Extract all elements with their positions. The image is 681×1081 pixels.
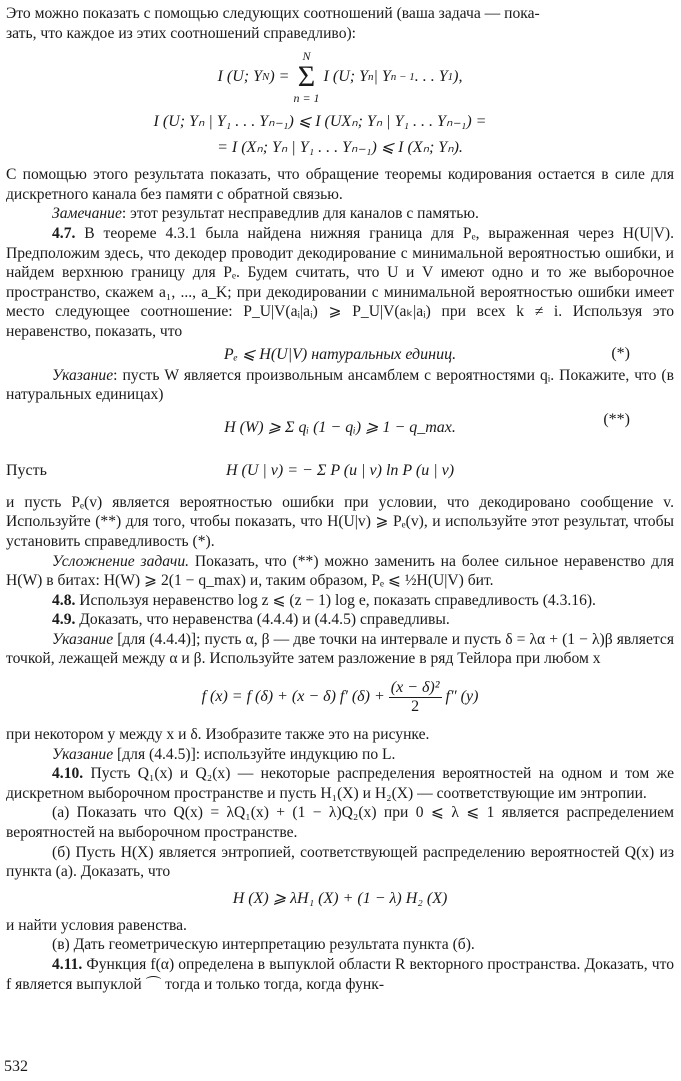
eq5-number: (**) [603,410,630,428]
problem-4-11-text: Функция f(α) определена в выпуклой области R векторного пространства. Доказать, что f является выпуклой ⌒ тогда и только тогда, когда функ- [6,956,674,993]
eq1-sum-top: N [302,49,311,64]
problem-4-10-number: 4.10. [52,765,84,783]
eq1-rhs4: ), [453,68,463,86]
problem-4-7-text: В теореме 4.3.1 была найдена нижняя граница для Pₑ, выраженная через H(U|V). Предположим здесь, что декодер проводит декодирование с минимальной вероятностью ошибки, и найдем верхнюю границу для Pₑ. Будем считать, что U и V имеют одно и то же выборочное пространство, скажем a₁, ..., a_K; при декодировании с минимальной вероятностью ошибки имеет место следующее соотношение: P_U|V(aᵢ|aᵢ) ⩾ P_U|V(aₖ|aᵢ) при всех k ≠ i. Используя это неравенство, показать, что [6,224,674,340]
hint-taylor-label: Указание [52,630,114,648]
equation-2: I (U; Yₙ | Y₁ . . . Yₙ₋₁) ⩽ I (UXₙ; Yₙ | Y₁ . . . Yₙ₋₁) = [153,113,487,131]
eq4-text: Pₑ ⩽ H(U|V) натуральных единиц. [223,345,457,363]
eq1-lhs: I (U; Y [217,68,262,86]
problem-4-10-a: (а) Показать что Q(x) = λQ₁(x) + (1 − λ)Q₂(x) при 0 ⩽ λ ⩽ 1 является распределением вероятностей на выборочном пространстве. [6,804,674,842]
problem-4-9-text: Доказать, что неравенства (4.4.4) и (4.4.5) справедливы. [75,611,450,629]
eq1-sum [293,50,319,104]
problem-4-8-text: Используя неравенство log z ⩽ (z − 1) log e, показать справедливость (4.3.16). [75,591,596,609]
eq1-sup: N [261,71,270,84]
equation-entropy-uv [6,449,674,493]
problem-4-8 [6,591,674,611]
hint-1-label: Указание [52,366,114,384]
problem-4-7-number: 4.7. [52,224,76,242]
paragraph-pe-v: и пусть Pₑ(v) является вероятностью ошибки при условии, что декодировано сообщение v. Используйте (**) для того, чтобы показать, что H(U|v) ⩾ Pₑ(v), и используйте этот результат, чтобы установить справедливость (*). [6,493,674,550]
hint-1-text: : пусть W является произвольным ансамблем с вероятностями qᵢ. Покажите, что (в натуральных единицах) [6,366,674,404]
paragraph-hint-1 [6,366,674,405]
sigma-symbol: Σ [297,60,316,94]
eq5-text: H (W) ⩾ Σ qᵢ (1 − qᵢ) ⩾ 1 − q_max. [224,418,456,436]
hint-induction-text: [для (4.4.5)]: используйте индукцию по L. [113,745,396,763]
problem-4-8-number: 4.8. [52,591,76,609]
equation-mutual-info-sum: I (U; Y N ) = N Σ n = 1 I (U; Y n | Y n − 1 . . . Y 1 ), [217,49,463,106]
problem-4-10-b: (б) Пусть H(X) является энтропией, соответствующей распределению вероятностей Q(x) из пункта (а). Доказать, что [6,843,674,881]
eq1-rhs3: . . . Y [414,68,448,86]
intro-line-2: зать, что каждое из этих соотношений справедливо): [6,24,357,42]
problem-4-10-c: (в) Дать геометрическую интерпретацию результата пункта (б). [52,936,475,954]
eq7-numerator: (x − δ)² [390,678,440,696]
paragraph-complication [6,552,674,591]
complication-text: Показать, что (**) можно заменить на более сильное неравенство для H(W) в битах: H(W) ⩾ 2(1 − q_max) и, таким образом, Pₑ ⩽ ½H(U|V) бит. [6,552,674,590]
remark-text: : этот результат несправедлив для каналов с памятью. [121,205,479,223]
equation-taylor [6,669,674,725]
paragraph-coding-theorem: С помощью этого результата показать, что обращение теоремы кодирования остается в силе для дискретного канала без памяти с обратной связью. [6,166,674,203]
remark-label: Замечание [52,205,122,223]
eq7-right: f″ (y) [445,688,479,706]
eq1-eq: ) = [269,68,290,86]
eq1-sum-bottom: n = 1 [293,91,320,106]
problem-4-11 [6,955,674,994]
problem-4-9-number: 4.9. [52,611,76,629]
intro-line-1: Это можно показать с помощью следующих соотношений (ваша задача — пока- [6,5,540,22]
equation-entropy-convex: H (X) ⩾ λH₁ (X) + (1 − λ) H₂ (X) [232,889,448,907]
paragraph-equality: и найти условия равенства. [6,916,187,934]
eq4-number: (*) [611,344,630,362]
problem-4-11-number: 4.11. [52,956,83,973]
problem-4-9 [6,610,674,630]
problem-4-7 [6,224,674,342]
equation-pe-bound [6,342,674,366]
page-body [6,4,674,994]
problem-4-10 [6,764,674,803]
hint-taylor-text: [для (4.4.4)]; пусть α, β — две точки на интервале и пусть δ = λα + (1 − λ)β является точкой, лежащей между α и β. Используйте затем разложение в ряд Тейлора при любом x [6,630,674,668]
paragraph-picture: при некотором y между x и δ. Изобразите также это на рисунке. [6,726,430,744]
problem-4-10-text: Пусть Q₁(x) и Q₂(x) — некоторые распределения вероятностей на одном и том же дискретном выборочном пространстве и пусть H₁(X) и H₂(X) — соответствующие им энтропии. [6,765,674,802]
hint-induction-label: Указание [52,745,114,763]
eq1-rhs: I (U; Y [323,68,368,86]
paragraph-hint-induction [6,745,674,765]
eq6-text: H (U | v) = − Σ P (u | v) ln P (u | v) [225,461,455,479]
eq7-fraction [389,679,442,716]
paragraph-remark [6,204,674,224]
eq6-label: Пусть [6,461,47,479]
equation-entropy-w [6,405,674,449]
complication-label: Усложнение задачи. [52,552,190,570]
eq7-left: f (x) = f (δ) + (x − δ) f′ (δ) + [201,688,385,706]
eq1-rhs2: | Y [373,68,391,86]
page-number: 532 [4,1058,28,1075]
equation-3: = I (Xₙ; Yₙ | Y₁ . . . Yₙ₋₁) ⩽ I (Xₙ; Yₙ). [217,139,463,157]
eq7-denominator: 2 [411,697,420,715]
paragraph-hint-taylor [6,630,674,669]
